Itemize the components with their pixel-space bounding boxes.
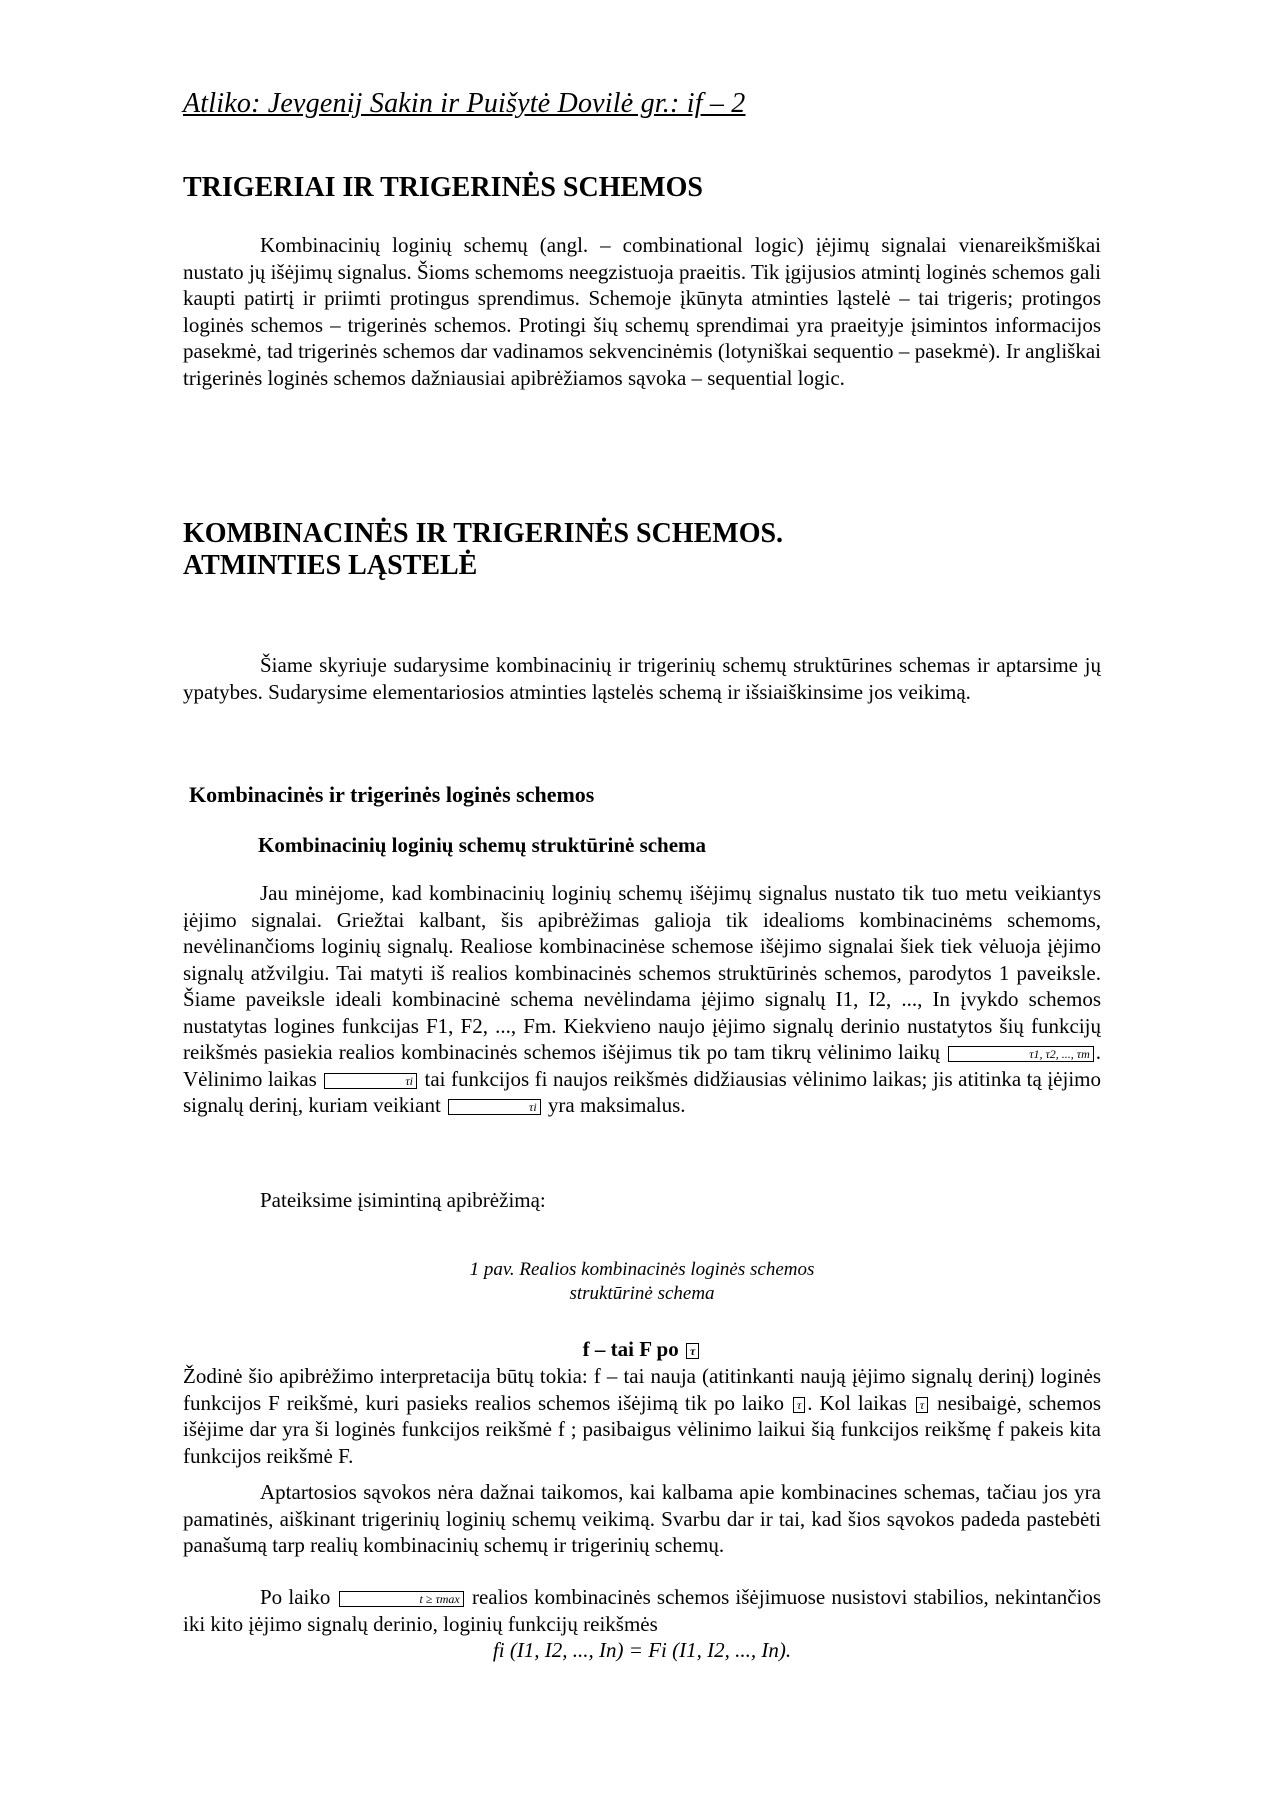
paragraph-stable-outputs [183, 1584, 1101, 1637]
definition-formula [183, 1337, 1101, 1362]
title-line-2: ATMINTIES LĄSTELĖ [183, 550, 478, 581]
caption-line-1: 1 pav. Realios kombinacinės loginės schemos [469, 1259, 815, 1280]
tau-i-formula-2: τi [448, 1099, 541, 1115]
paragraph-concepts: Aptartosios sąvokos nėra dažnai taikomos, kai kalbama apie kombinacines schemas, tačiau jos yra pamatinės, aiškinant trigerinių loginių schemų veikimą. Svarbu dar ir tai, kad šios sąvokos padeda pastebėti panašumą tarp realių kombinacinių schemų ir trigerinių schemų. [183, 1480, 1101, 1557]
tau-max-formula: t ≥ τmax [339, 1591, 464, 1607]
formula-text: f – tai F po [582, 1337, 679, 1361]
subsubsection-title: Kombinacinių loginių schemų struktūrinė schema [258, 833, 707, 857]
author-header: Atliko: Jevgenij Sakin ir Puišytė Dovilė gr.: if – 2 [183, 88, 746, 119]
tau-list-formula: τ1, τ2, ..., τm [948, 1046, 1094, 1062]
paragraph-combinational [183, 880, 1101, 1119]
intro-paragraph: Kombinacinių loginių schemų (angl. – combinational logic) įėjimų signalai vienareikšmiškai nustato jų išėjimų signalus. Šioms schemoms neegzistuoja praeitis. Tik įgijusios atmintį loginės schemos gali kaupti patirtį ir priimti protingus sprendimus. Schemoje įkūnyta atminties ląstelė – tai trigeris; protingos loginės schemos – trigerinės schemos. Protingi šių schemų sprendimai yra praeityje įsimintos informacijos pasekmė, tad trigerinės schemos dar vadinamos sekvencinėmis (lotyniškai sequentio – pasekmė). Ir angliškai trigerinės loginės schemos dažniausiai apibrėžiamos sąvoka – sequential logic. [183, 233, 1101, 390]
p5-text-a: Po laiko [260, 1585, 331, 1609]
caption-line-2: struktūrinė schema [569, 1283, 715, 1304]
tau-formula-3: τ [916, 1397, 928, 1413]
p1-text-b: . Vėlinimo laikas [183, 1040, 1101, 1091]
p1-text-d: yra maksimalus. [547, 1093, 686, 1117]
section-title-trigeriai: TRIGERIAI IR TRIGERINĖS SCHEMOS [183, 172, 703, 203]
section-intro-paragraph: Šiame skyriuje sudarysime kombinacinių ir trigerinių schemų struktūrines schemas ir aptarsime jų ypatybes. Sudarysime elementariosios atminties ląstelės schemą ir išsiaiškinsime jos veikimą. [183, 653, 1101, 704]
p5-text-b: realios kombinacinės schemos išėjimuose nusistovi stabilios, nekintančios iki kito įėjimo signalų derinio, loginių funkcijų reikšmės [183, 1585, 1102, 1636]
p3-text-a: Žodinė šio apibrėžimo interpretacija būtų tokia: f – tai nauja (atitinkanti naują įėjimo signalų derinį) loginės funkcijos F reikšmė, kuri pasieks realios schemos išėjimą tik po laiko [183, 1364, 1101, 1415]
paragraph-interpretation [183, 1363, 1101, 1469]
tau-formula-2: τ [793, 1397, 805, 1413]
p1-text-c: tai funkcijos fi naujos reikšmės didžiausias vėlinimo laikas; jis atitinka tą įėjimo signalų derinį, kuriam veikiant [183, 1066, 1102, 1117]
p3-text-c: nesibaigė, schemos išėjime dar yra ši loginės funkcijos reikšmė f ; pasibaigus vėlinimo laikui šią funkcijos reikšmę f pakeis kita funkcijos reikšmė F. [183, 1390, 1101, 1468]
function-equation: fi (I1, I2, ..., In) = Fi (I1, I2, ..., In). [492, 1638, 792, 1662]
tau-formula: τ [686, 1343, 699, 1359]
figure-caption [183, 1258, 1101, 1306]
p1-text: Jau minėjome, kad kombinacinių loginių schemų išėjimų signalus nustato tik tuo metu veikiantys įėjimo signalai. Griežtai kalbant, šis apibrėžimas galioja tik idealioms kombinacinėms schemoms, nevėlinančioms loginių signalų. Realiose kombinacinėse schemose išėjimo signalai šiek tiek vėluoja įėjimo signalų atžvilgiu. Tai matyti iš realios kombinacinės schemos struktūrinės schemos, parodytos 1 paveiksle. Šiame paveiksle ideali kombinacinė schema nevėlindama įėjimo signalų I1, I2, ..., In įvykdo schemos nustatytas logines funkcijas F1, F2, ..., Fm. Kiekvieno naujo įėjimo signalų derinio nustatytos šių funkcijų reikšmės pasiekia realios kombinacinės schemos išėjimus tik po tam tikrų vėlinimo laikų [183, 881, 1101, 1064]
section-title-kombinacines [183, 518, 783, 582]
subsection-title: Kombinacinės ir trigerinės loginės schemos [189, 782, 595, 807]
tau-i-formula: τi [324, 1073, 417, 1089]
title-line-1: KOMBINACINĖS IR TRIGERINĖS SCHEMOS. [183, 518, 784, 549]
paragraph-definition-intro: Pateiksime įsimintiną apibrėžimą: [260, 1188, 546, 1212]
p3-text-b: . Kol laikas [807, 1390, 907, 1415]
